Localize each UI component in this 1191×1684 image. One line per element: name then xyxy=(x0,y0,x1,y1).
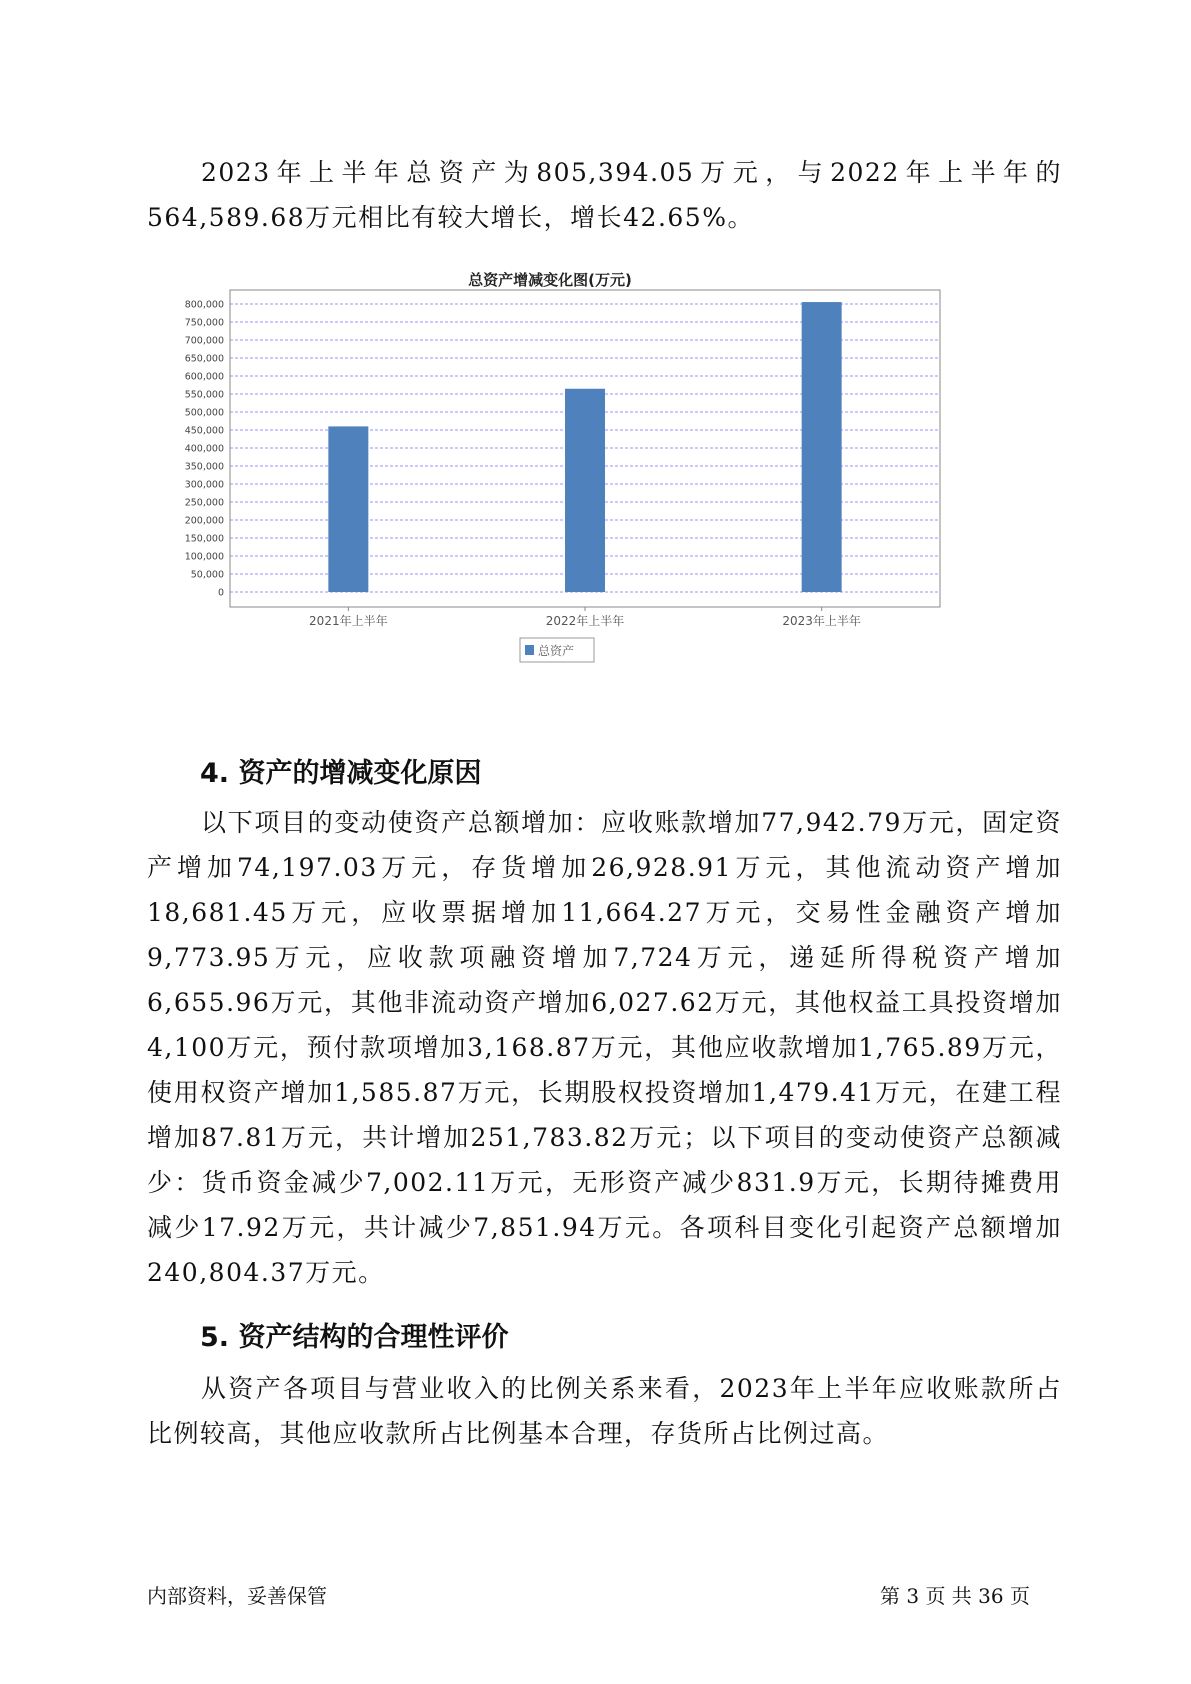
y-tick-label: 500,000 xyxy=(184,407,224,419)
y-tick-label: 300,000 xyxy=(184,479,224,491)
summary-paragraph: 2023年上半年总资产为805,394.05万元，与2022年上半年的564,589.68万元相比有较大增长，增长42.65%。 xyxy=(147,158,1062,232)
x-axis-ticks xyxy=(309,607,861,628)
y-axis-ticks xyxy=(185,300,224,599)
section-5-paragraph: 从资产各项目与营业收入的比例关系来看，2023年上半年应收账款所占比例较高，其他应收款所占比例基本合理，存货所占比例过高。 xyxy=(147,1374,1062,1448)
section-5-heading: 5. 资产结构的合理性评价 xyxy=(200,1322,509,1353)
legend-label: 总资产 xyxy=(538,644,575,658)
y-tick-label: 350,000 xyxy=(184,461,224,473)
total-assets-chart xyxy=(150,262,1040,722)
section-4-paragraph: 以下项目的变动使资产总额增加：应收账款增加77,942.79万元，固定资产增加74,197.03万元，存货增加26,928.91万元，其他流动资产增加18,681.45万元，应收票据增加11,664.27万元，交易性金融资产增加9,773.95万元，应收款项融资增加7,724万元，递延所得税资产增加6,655.96万元，其他非流动资产增加6,027.62万元，其他权益工具投资增加4,100万元，预付款项增加3,168.87万元，其他应收款增加1,765.89万元，使用权资产增加1,585.87万元，长期股权投资增加1,479.41万元，在建工程增加87.81万元，共计增加251,783.82万元；以下项目的变动使资产总额减少：货币资金减少7,002.11万元，无形资产减少831.9万元，长期待摊费用减少17.92万元，共计减少7,851.94万元。各项科目变化引起资产总额增加240,804.37万元。 xyxy=(147,808,1062,1287)
y-tick-label: 100,000 xyxy=(184,551,224,563)
y-tick-label: 0 xyxy=(217,587,224,599)
y-tick-label: 600,000 xyxy=(184,371,224,383)
chart-canvas xyxy=(150,262,1040,722)
y-tick-label: 700,000 xyxy=(184,335,224,347)
chart-title: 总资产增减变化图(万元) xyxy=(468,271,632,289)
x-tick-label: 2022年上半年 xyxy=(545,614,625,628)
footer-confidential-note: 内部资料，妥善保管 xyxy=(147,1584,327,1608)
x-tick-label: 2023年上半年 xyxy=(782,614,861,628)
y-tick-label: 150,000 xyxy=(184,533,224,545)
y-tick-label: 50,000 xyxy=(190,569,224,581)
bar-3 xyxy=(802,302,842,592)
y-tick-label: 450,000 xyxy=(184,425,224,437)
bars xyxy=(328,302,841,592)
legend xyxy=(520,638,594,662)
y-tick-label: 200,000 xyxy=(184,515,224,527)
y-tick-label: 650,000 xyxy=(184,353,224,365)
bar-1 xyxy=(328,426,368,592)
y-tick-label: 800,000 xyxy=(184,299,224,311)
x-tick-label: 2021年上半年 xyxy=(309,614,388,628)
y-tick-label: 250,000 xyxy=(184,497,224,509)
footer-page-number: 第 3 页 共 36 页 xyxy=(880,1584,1030,1608)
y-tick-label: 400,000 xyxy=(184,443,224,455)
y-tick-label: 750,000 xyxy=(184,317,224,329)
section-4-heading: 4. 资产的增减变化原因 xyxy=(200,758,482,789)
bar-2 xyxy=(565,389,605,592)
legend-swatch xyxy=(525,645,534,655)
y-tick-label: 550,000 xyxy=(184,389,224,401)
